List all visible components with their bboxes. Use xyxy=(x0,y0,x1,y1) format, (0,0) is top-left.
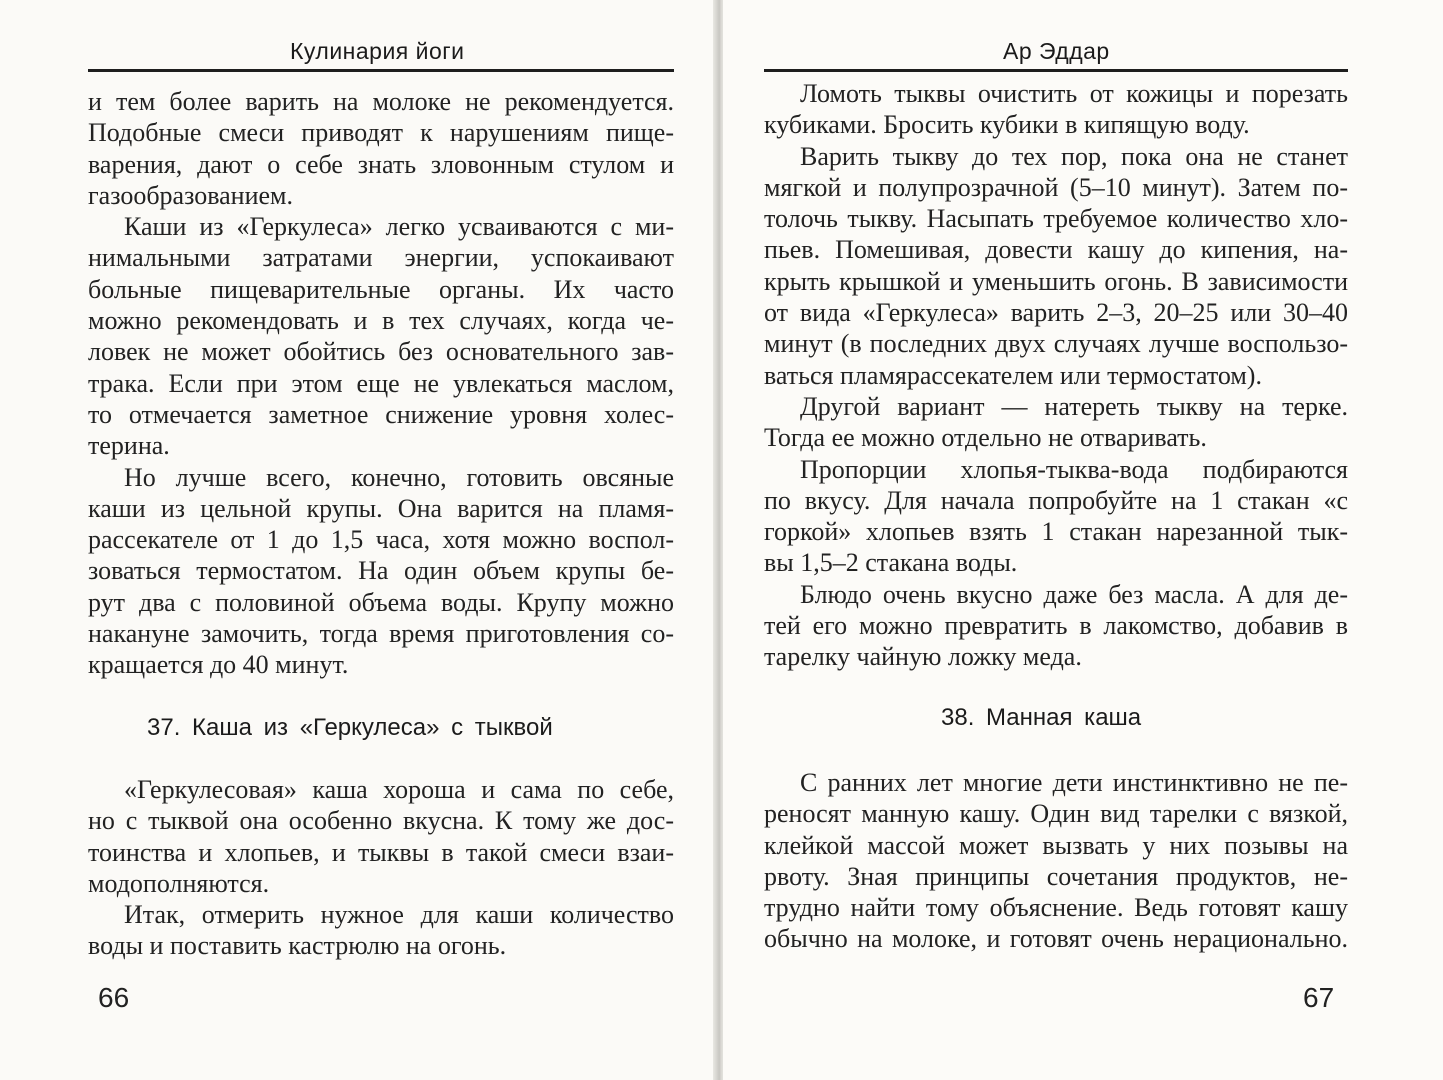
right-page xyxy=(723,0,1443,1080)
text-line: можно рекомендовать и в тех случаях, когда че- xyxy=(88,306,674,336)
text-line: тоинства и хлопьев, и тыквы в такой смеси взаи- xyxy=(88,837,674,867)
text-line: С ранних лет многие дети инстинктивно не пе- xyxy=(800,768,1348,797)
section-heading-38: 38. Манная каша xyxy=(941,704,1142,731)
text-line: модополняются. xyxy=(88,868,270,898)
text-line: больные пищеварительные органы. Их часто xyxy=(88,274,674,304)
text-line: терина. xyxy=(88,431,170,461)
paragraph xyxy=(764,391,1348,454)
text-line: тей его можно превратить в лакомство, добавив в xyxy=(764,611,1348,641)
text-line: Итак, отмерить нужное для каши количество xyxy=(124,900,674,930)
text-line: тарелку чайную ложку меда. xyxy=(764,642,1082,672)
running-head-right: Ар Эддар xyxy=(1003,38,1110,64)
text-line: мягкой и полупрозрачной (5–10 минут). Затем по- xyxy=(764,172,1348,202)
running-head-left: Кулинария йоги xyxy=(290,38,465,64)
text-line: минут (в последних двух случаях лучше воспользо- xyxy=(764,329,1348,359)
right-text-block-top xyxy=(764,78,1348,673)
header-rule-right xyxy=(764,69,1348,72)
paragraph xyxy=(764,767,1348,955)
text-line: трудно найти тому объяснение. Ведь готовят кашу xyxy=(764,893,1348,923)
text-line: но с тыквой она особенно вкусна. К тому же дос- xyxy=(88,806,674,836)
text-line: газообразованием. xyxy=(88,180,294,210)
text-line: зоваться термостатом. На один объем крупы бе- xyxy=(88,556,674,586)
text-line: от вида «Геркулеса» варить 2–3, 20–25 или 30–40 xyxy=(764,298,1348,328)
left-text-block-top xyxy=(88,86,674,681)
right-text-block-bottom xyxy=(764,767,1348,955)
page-number-right: 67 xyxy=(1303,982,1335,1013)
text-line: Каши из «Геркулеса» легко усваиваются с ми- xyxy=(124,212,674,242)
paragraph xyxy=(764,454,1348,579)
page-number-left: 66 xyxy=(98,982,130,1013)
text-line: рвоту. Зная принципы сочетания продуктов, не- xyxy=(764,861,1348,891)
text-line: Другой вариант — натереть тыкву на терке. xyxy=(800,391,1348,421)
text-line: Но лучше всего, конечно, готовить овсяные xyxy=(124,462,674,492)
paragraph xyxy=(88,86,674,211)
paragraph xyxy=(764,141,1348,391)
text-line: кращается до 40 минут. xyxy=(88,650,349,680)
text-line: рассекателе от 1 до 1,5 часа, хотя можно воспол- xyxy=(88,525,674,555)
text-line: Блюдо очень вкусно даже без масла. А для де- xyxy=(800,579,1348,609)
text-line: по вкусу. Для начала попробуйте на 1 стакан «с xyxy=(764,485,1348,515)
text-line: горкой» хлопьев взять 1 стакан нарезанной тык- xyxy=(764,517,1348,547)
text-line: Пропорции хлопья-тыква-вода подбираются xyxy=(800,454,1348,484)
left-page xyxy=(0,0,718,1080)
text-line: каши из цельной крупы. Она варится на пламя- xyxy=(88,493,674,523)
text-line: пьев. Помешивая, довести кашу до кипения, на- xyxy=(764,235,1348,265)
text-line: крыть крышкой и уменьшить огонь. В зависимости xyxy=(764,266,1348,296)
text-line: варения, дают о себе знать зловонным стулом и xyxy=(88,149,674,179)
text-line: реносят манную кашу. Один вид тарелки с вязкой, xyxy=(764,799,1348,829)
text-line: нимальными затратами энергии, успокаивают xyxy=(88,243,674,273)
paragraph xyxy=(88,774,674,899)
text-line: ваться пламярассекателем или термостатом). xyxy=(764,360,1262,390)
text-line: Варить тыкву до тех пор, пока она не станет xyxy=(800,141,1348,171)
paragraph xyxy=(88,899,674,962)
text-line: трака. Если при этом еще не увлекаться маслом, xyxy=(88,368,674,398)
text-line: и тем более варить на молоке не рекомендуется. xyxy=(88,87,674,116)
text-line: клейкой массой может вызвать у них позывы на xyxy=(764,830,1348,860)
text-line: Подобные смеси приводят к нарушениям пище- xyxy=(88,118,674,148)
text-line: «Геркулесовая» каша хороша и сама по себе, xyxy=(124,775,674,804)
paragraph xyxy=(764,78,1348,141)
text-line: Ломоть тыквы очистить от кожицы и порезать xyxy=(800,79,1348,108)
text-line: рут два с половиной объема воды. Крупу можно xyxy=(88,587,674,617)
header-rule-left xyxy=(88,69,674,72)
paragraph xyxy=(88,462,674,681)
text-line: Тогда ее можно отдельно не отваривать. xyxy=(764,423,1207,453)
text-line: то отмечается заметное снижение уровня холес- xyxy=(88,399,674,429)
text-line: кубиками. Бросить кубики в кипящую воду. xyxy=(764,110,1250,140)
paragraph xyxy=(88,211,674,461)
text-line: накануне замочить, тогда время приготовления со- xyxy=(88,619,674,649)
text-line: ловек не может обойтись без основательного зав- xyxy=(88,337,674,367)
left-text-block-bottom xyxy=(88,774,674,962)
text-line: толочь тыкву. Насыпать требуемое количество хло- xyxy=(764,204,1348,234)
text-line: воды и поставить кастрюлю на огонь. xyxy=(88,931,507,961)
text-line: обычно на молоке, и готовят очень нерационально. xyxy=(764,924,1348,954)
text-line: вы 1,5–2 стакана воды. xyxy=(764,548,1018,578)
section-heading-37: 37. Каша из «Геркулеса» с тыквой xyxy=(147,714,553,741)
paragraph xyxy=(764,579,1348,673)
